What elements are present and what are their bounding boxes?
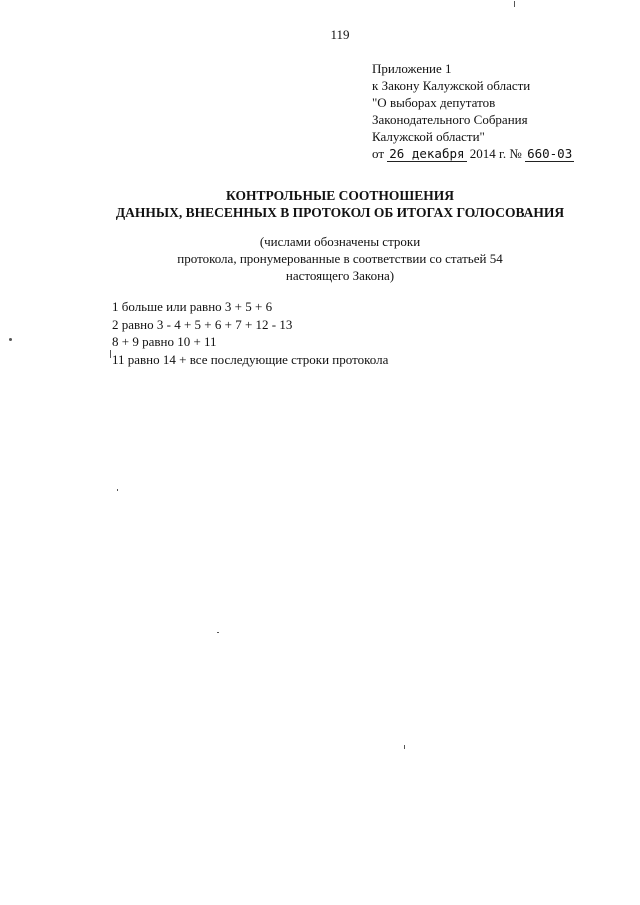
relation-item: 1 больше или равно 3 + 5 + 6 (112, 299, 273, 314)
scan-speck (117, 489, 118, 491)
law-number-handwritten: 660-03 (527, 146, 573, 161)
scan-speck (110, 350, 111, 358)
appendix-line-2: к Закону Калужской области (372, 78, 531, 93)
year-text: 2014 г. № (469, 146, 522, 161)
title-line-2: ДАННЫХ, ВНЕСЕННЫХ В ПРОТОКОЛ ОБ ИТОГАХ ГОЛОСОВАНИЯ (115, 205, 565, 220)
note-line-2: протокола, пронумерованные в соответствии со статьей 54 (177, 251, 503, 266)
relation-item: 8 + 9 равно 10 + 11 (112, 334, 217, 349)
scan-speck (9, 338, 12, 341)
note-line-3: настоящего Закона) (285, 268, 395, 283)
appendix-line-5: Калужской области" (372, 129, 485, 144)
control-relations-list (112, 298, 388, 368)
appendix-line-3: "О выборах депутатов (372, 95, 496, 110)
document-title (0, 187, 640, 221)
relation-item: 11 равно 14 + все последующие строки протокола (112, 351, 389, 367)
explanatory-note (0, 233, 640, 284)
relation-item: 2 равно 3 - 4 + 5 + 6 + 7 + 12 - 13 (112, 316, 293, 332)
scan-speck (404, 745, 405, 749)
title-line-1: КОНТРОЛЬНЫЕ СООТНОШЕНИЯ (226, 188, 454, 203)
date-handwritten: 26 декабря (389, 146, 465, 161)
note-line-1: (числами обозначены строки (259, 234, 421, 249)
date-prefix: от (372, 146, 385, 161)
appendix-line-1: Приложение 1 (372, 61, 452, 76)
page-number: 119 (330, 27, 350, 42)
scan-speck (514, 1, 515, 7)
appendix-block (372, 60, 574, 162)
appendix-date-line (372, 145, 574, 162)
scan-speck (217, 632, 219, 633)
appendix-line-4: Законодательного Собрания (372, 112, 528, 127)
